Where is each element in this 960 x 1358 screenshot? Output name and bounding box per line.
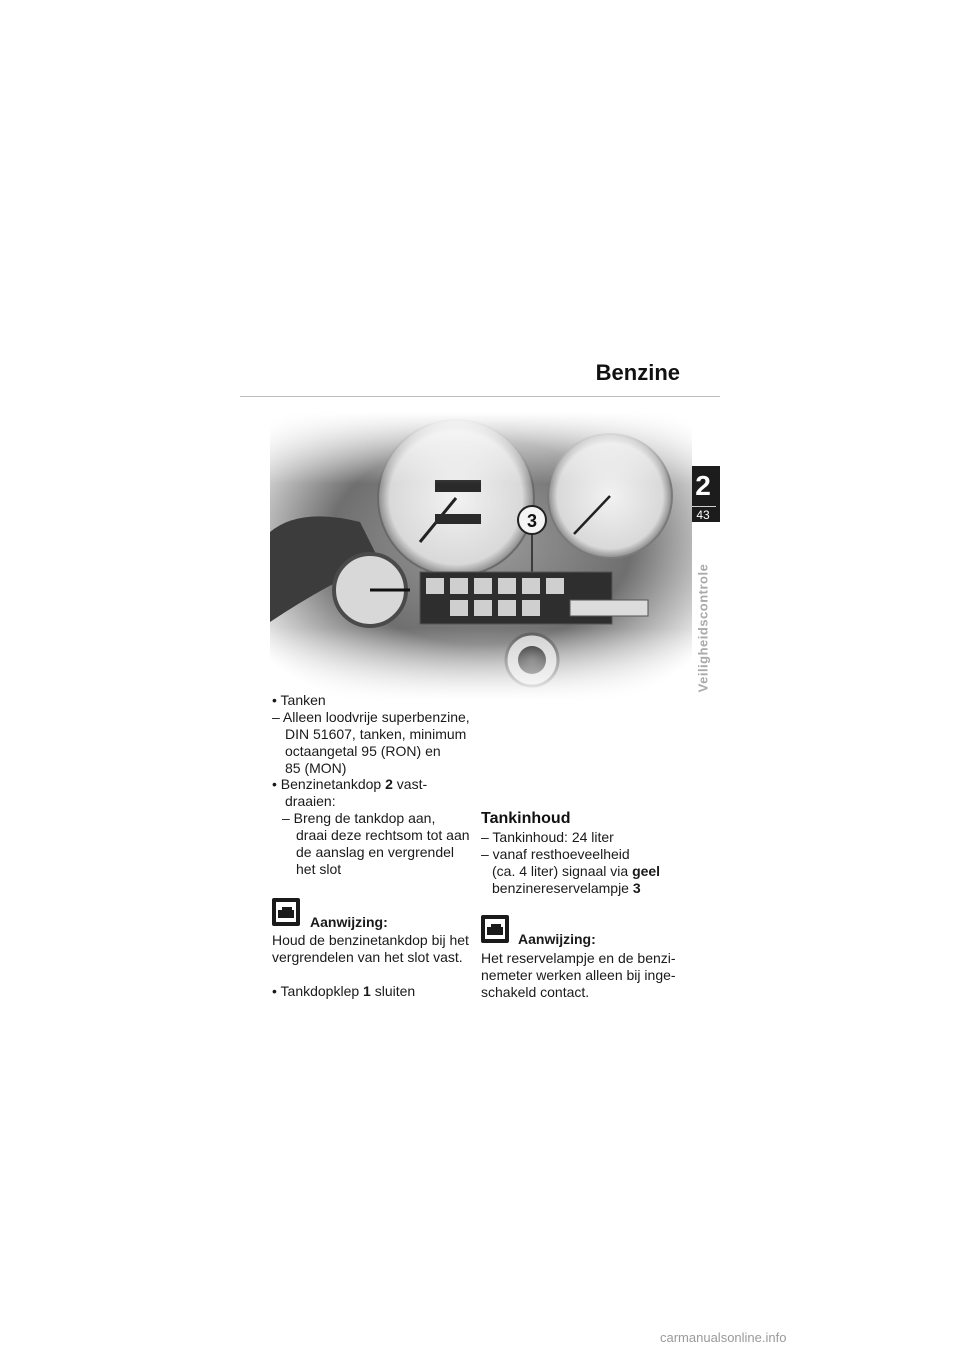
cap-ref: 2 bbox=[385, 776, 393, 792]
item-tankdopklep bbox=[272, 983, 415, 1000]
left-note-title: Aanwijzing: bbox=[310, 914, 388, 930]
footer-site-link[interactable]: carmanualsonline.info bbox=[660, 1330, 787, 1345]
right-note-line-2: nemeter werken alleen bij inge- bbox=[481, 967, 676, 983]
fuel-line-2: DIN 51607, tanken, minimum bbox=[285, 726, 467, 742]
reserve-line-3-text: benzinereservelampje bbox=[492, 880, 633, 896]
cap-step-4: het slot bbox=[296, 861, 342, 877]
flap-ref: 1 bbox=[363, 983, 371, 999]
page-title: Benzine bbox=[595, 360, 680, 385]
item-tanken: • Tanken bbox=[272, 692, 326, 708]
note-hand-icon bbox=[272, 898, 300, 926]
reserve-line-2 bbox=[492, 863, 660, 880]
cap-step-2: draai deze rechtsom tot aan bbox=[296, 827, 470, 843]
fuel-line-4: 85 (MON) bbox=[285, 760, 347, 776]
flap-text-pre: • Tankdopklep bbox=[272, 983, 364, 999]
cap-text-pre: • Benzinetankdop bbox=[272, 776, 386, 792]
fuel-line-1: – Alleen loodvrije superbenzine, bbox=[272, 709, 470, 725]
right-note-line-3: schakeld contact. bbox=[481, 984, 590, 1000]
header-rule bbox=[240, 396, 720, 397]
left-note-line-1: Houd de benzinetankdop bij het bbox=[272, 932, 469, 948]
fuel-line-3: octaangetal 95 (RON) en bbox=[285, 743, 441, 759]
reserve-line-2-text: (ca. 4 liter) signaal via bbox=[492, 863, 633, 879]
chapter-divider bbox=[690, 506, 716, 507]
reserve-ref: 3 bbox=[632, 880, 641, 896]
cap-line-2: draaien: bbox=[285, 793, 336, 809]
flap-text-post: sluiten bbox=[370, 983, 416, 999]
instrument-cluster-photo bbox=[270, 412, 692, 700]
note-hand-icon bbox=[481, 915, 509, 943]
reserve-line-1: – vanaf resthoeveelheid bbox=[481, 846, 630, 862]
item-tankdop bbox=[272, 776, 427, 793]
chapter-number: 2 bbox=[695, 470, 711, 501]
cap-step-1: – Breng de tankdop aan, bbox=[282, 810, 436, 826]
reserve-line-3 bbox=[492, 880, 641, 897]
section-label: Veiligheidscontrole bbox=[695, 563, 711, 693]
left-note-line-2: vergrendelen van het slot vast. bbox=[272, 949, 463, 965]
right-note-line-1: Het reservelampje en de benzi- bbox=[481, 950, 676, 966]
page-number: 43 bbox=[696, 508, 710, 522]
section-heading: Tankinhoud bbox=[481, 810, 571, 827]
capacity-line: – Tankinhoud: 24 liter bbox=[481, 829, 614, 845]
cap-text-post: vast- bbox=[392, 776, 428, 792]
right-note-title: Aanwijzing: bbox=[518, 931, 596, 947]
reserve-color: geel bbox=[632, 863, 661, 879]
cap-step-3: de aanslag en vergrendel bbox=[296, 844, 455, 860]
